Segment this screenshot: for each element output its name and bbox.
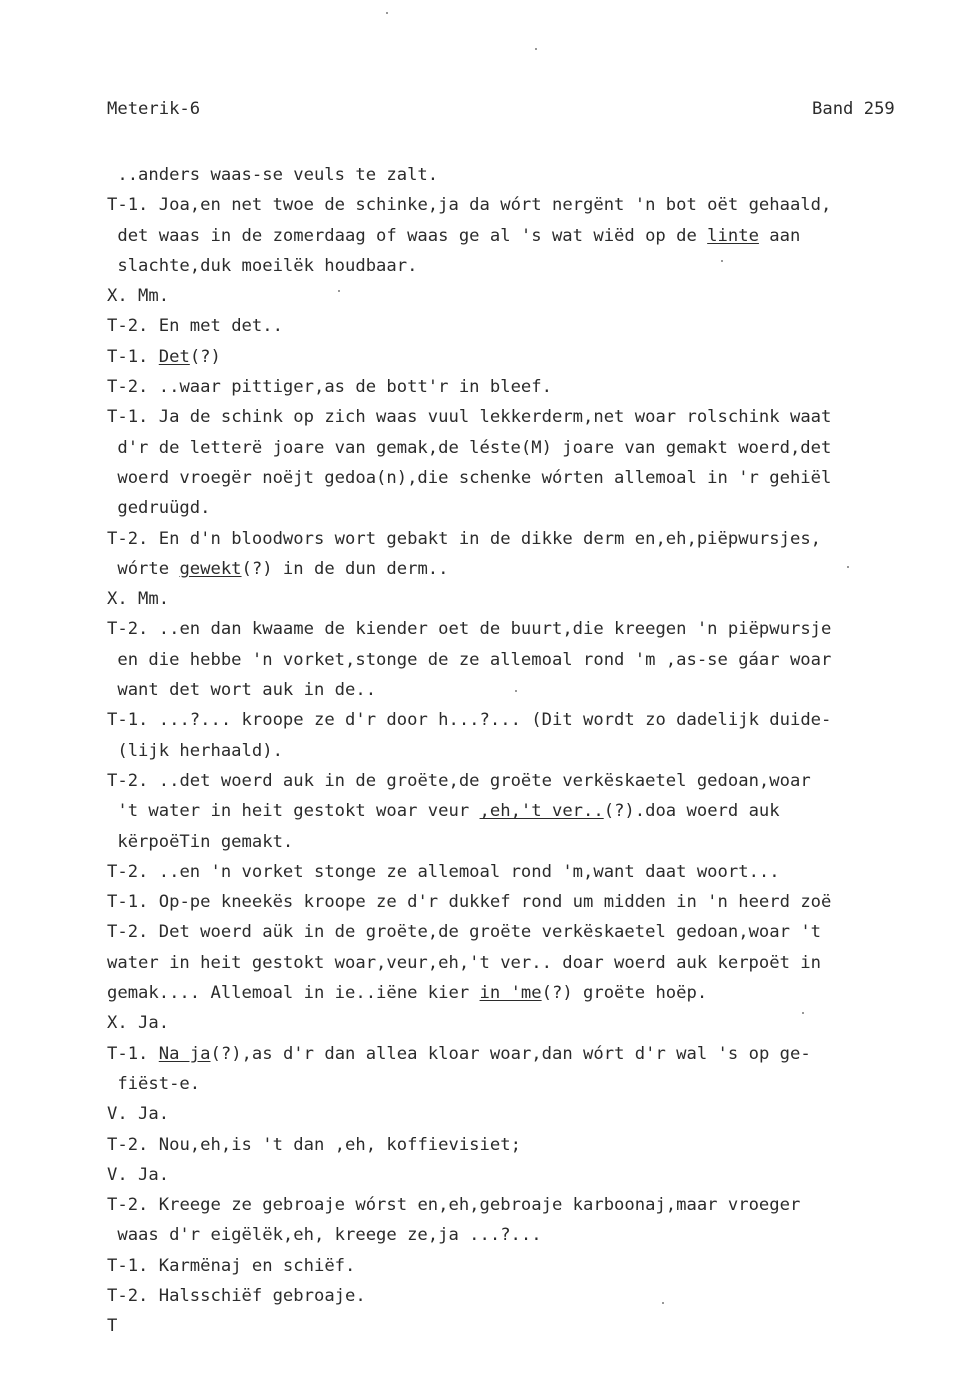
- speaker-label: T-2.: [107, 861, 149, 882]
- transcript-line: [107, 402, 966, 432]
- transcript-line: [107, 342, 966, 372]
- transcript-line: [107, 524, 966, 554]
- utterance-text: Ja de schink op zich waas vuul lekkerderm,net woar rolschink waat: [148, 407, 832, 428]
- utterance-text: gedruügd.: [107, 498, 211, 519]
- header-left: Meterik-6: [107, 99, 201, 119]
- transcript-line: [107, 1251, 966, 1281]
- speaker-label: T-2.: [107, 377, 149, 398]
- utterance-text: Ja.: [127, 1013, 170, 1034]
- transcript-line: [107, 614, 966, 644]
- speaker-label: X.: [107, 1013, 128, 1034]
- transcript-line: [107, 221, 966, 251]
- speaker-label: X.: [107, 286, 128, 307]
- transcript-line: [107, 281, 966, 311]
- utterance-text: fiëst-e.: [107, 1073, 201, 1094]
- utterance-text: waas d'r eigëlëk,eh, kreege ze,ja ...?...: [107, 1225, 542, 1246]
- speaker-label: T-1.: [107, 195, 149, 216]
- utterance-text: Det woerd aük in de groëte,de groëte verkëskaetel gedoan,woar 't: [148, 922, 822, 943]
- transcript-line: [107, 493, 966, 523]
- transcript-line: [107, 675, 966, 705]
- speaker-label: T-2.: [107, 1285, 149, 1306]
- transcript-line: [107, 796, 966, 826]
- transcript-line: [107, 857, 966, 887]
- utterance-text: gemak.... Allemoal in ie..iëne kier in 'me(?) groëte hoëp.: [107, 983, 708, 1004]
- speaker-label: V.: [107, 1164, 128, 1185]
- utterance-text: kërpoëTin gemakt.: [107, 831, 294, 852]
- speaker-label: T-2.: [107, 528, 149, 549]
- speaker-label: T-2.: [107, 770, 149, 791]
- utterance-text: d'r de letterë joare van gemak,de léste(M) joare van gemakt woerd,det: [107, 437, 832, 458]
- utterance-text: ..anders waas-se veuls te zalt.: [107, 165, 439, 185]
- utterance-text: slachte,duk moeilëk houdbaar.: [107, 255, 418, 276]
- speaker-label: T-2.: [107, 1195, 149, 1216]
- utterance-text: Ja.: [127, 1104, 170, 1125]
- utterance-text: Joa,en net twoe de schinke,ja da wórt nergënt 'n bot oët gehaald,: [148, 195, 832, 216]
- utterance-text: ...?... kroope ze d'r door h...?... (Dit wordt zo dadelijk duide-: [148, 710, 832, 731]
- transcript-line: [107, 584, 966, 614]
- transcript-line: [107, 887, 966, 917]
- utterance-text: Det(?): [158, 346, 221, 367]
- transcript-line: [107, 766, 966, 796]
- utterance-text: water in heit gestokt woar,veur,eh,'t ver.. doar woerd auk kerpoët in: [107, 952, 821, 973]
- transcript-line: [107, 1160, 966, 1190]
- transcript-line: [107, 372, 966, 402]
- transcript-line: [107, 1069, 966, 1099]
- speaker-label: X.: [107, 589, 128, 610]
- transcript-line: [107, 1099, 966, 1129]
- transcript-line: [107, 251, 966, 281]
- transcript-line: [107, 1008, 966, 1038]
- transcript-line: [107, 1220, 966, 1250]
- transcript-line: [107, 1190, 966, 1220]
- utterance-text: Op-pe kneekës kroope ze d'r dukkef rond um midden in 'n heerd zoë: [148, 892, 832, 913]
- utterance-text: ..det woerd auk in de groëte,de groëte verkëskaetel gedoan,woar: [148, 770, 811, 791]
- speaker-label: T-1.: [107, 346, 149, 367]
- transcript-line: [107, 433, 966, 463]
- transcript-line: [107, 736, 966, 766]
- utterance-text: woerd vroegër noëjt gedoa(n),die schenke wórten allemoal in 'r gehiël: [107, 467, 832, 488]
- transcript-line: [107, 948, 966, 978]
- transcript-line: [107, 463, 966, 493]
- utterance-text: Na ja(?),as d'r dan allea kloar woar,dan wórt d'r wal 's op ge-: [158, 1043, 811, 1064]
- transcript-line: [107, 311, 966, 341]
- transcript-body: [107, 160, 966, 1342]
- speaker-label: T: [107, 1316, 118, 1337]
- utterance-text: en die hebbe 'n vorket,stonge de ze allemoal rond 'm ,as-se gáar woar: [107, 649, 832, 670]
- speaker-label: T-1.: [107, 407, 149, 428]
- utterance-text: (lijk herhaald).: [107, 740, 283, 761]
- utterance-text: Mm.: [127, 286, 170, 307]
- utterance-text: ..en dan kwaame de kiender oet de buurt,die kreegen 'n piëpwursje: [148, 619, 832, 640]
- utterance-text: 't water in heit gestokt woar veur ,eh,'t ver..(?).doa woerd auk: [107, 801, 780, 822]
- transcript-line: [107, 827, 966, 857]
- transcript-line: [107, 1039, 966, 1069]
- speaker-label: T-2.: [107, 619, 149, 640]
- utterance-text: det waas in de zomerdaag of waas ge al 's wat wiëd op de linte aan: [107, 225, 801, 246]
- utterance-text: Kreege ze gebroaje wórst en,eh,gebroaje karboonaj,maar vroeger: [148, 1195, 801, 1216]
- speaker-label: T-1.: [107, 1043, 149, 1064]
- utterance-text: Karmënaj en schiëf.: [148, 1255, 356, 1276]
- header-right: Band 259: [812, 99, 895, 119]
- transcript-line: [107, 1130, 966, 1160]
- speaker-label: V.: [107, 1104, 128, 1125]
- transcript-line: [107, 554, 966, 584]
- speaker-label: T-1.: [107, 892, 149, 913]
- transcript-line: [107, 645, 966, 675]
- utterance-text: ..waar pittiger,as de bott'r in bleef.: [148, 377, 552, 398]
- utterance-text: En d'n bloodwors wort gebakt in de dikke derm en,eh,piëpwursjes,: [148, 528, 822, 549]
- speaker-label: T-1.: [107, 710, 149, 731]
- utterance-text: Ja.: [127, 1164, 170, 1185]
- utterance-text: want det wort auk in de..: [107, 680, 377, 701]
- transcript-line: [107, 1311, 966, 1341]
- transcript-line: [107, 705, 966, 735]
- transcript-line: [107, 917, 966, 947]
- transcript-line: [107, 160, 966, 190]
- utterance-text: En met det..: [148, 316, 283, 337]
- speaker-label: T-2.: [107, 316, 149, 337]
- utterance-text: Mm.: [127, 589, 170, 610]
- transcript-line: [107, 1281, 966, 1311]
- speaker-label: T-2.: [107, 922, 149, 943]
- transcript-line: [107, 190, 966, 220]
- utterance-text: wórte gewekt(?) in de dun derm..: [107, 558, 449, 579]
- utterance-text: Halsschiëf gebroaje.: [148, 1285, 366, 1306]
- utterance-text: ..en 'n vorket stonge ze allemoal rond 'm,want daat woort...: [148, 861, 780, 882]
- utterance-text: Nou,eh,is 't dan ,eh, koffievisiet;: [148, 1134, 521, 1155]
- transcript-line: [107, 978, 966, 1008]
- speaker-label: T-1.: [107, 1255, 149, 1276]
- speaker-label: T-2.: [107, 1134, 149, 1155]
